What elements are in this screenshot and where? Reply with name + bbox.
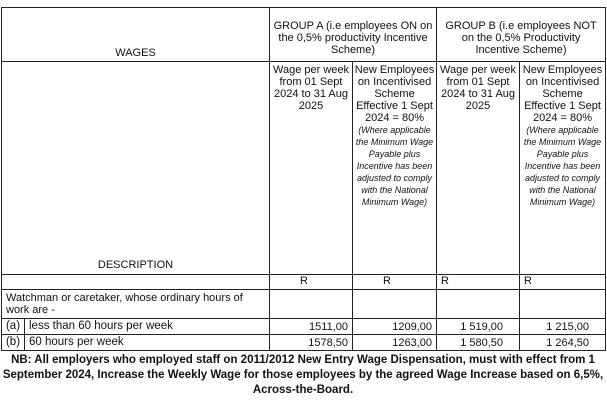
empty-cell — [270, 290, 353, 319]
description-header — [2, 62, 270, 275]
currency-row-blank — [2, 275, 270, 290]
group-a-header — [270, 8, 437, 62]
group-a-new-employees-heading: New Employees on Incentivised Scheme Effective 1 Sept 2024 = 80% — [354, 64, 435, 124]
empty-cell — [437, 290, 520, 319]
row-key: (b) — [2, 335, 25, 350]
description-label: DESCRIPTION — [97, 259, 174, 271]
currency-label: R — [353, 275, 437, 290]
row-label-cell — [2, 335, 270, 351]
row-label: 60 hours per week — [29, 336, 124, 348]
group-b-new-employees-column — [520, 62, 606, 275]
row-label: less than 60 hours per week — [29, 320, 173, 332]
wages-header — [2, 8, 270, 62]
wages-document — [1, 7, 605, 351]
group-b-wage-column — [437, 62, 520, 275]
nb-notice — [1, 353, 605, 398]
role-text: Watchman or caretaker, whose ordinary hours of work are - — [6, 292, 243, 316]
group-a-new-value: 1263,00 — [353, 335, 437, 351]
currency-label: R — [520, 275, 606, 290]
empty-cell — [353, 290, 437, 319]
table-row — [2, 335, 606, 351]
group-a-wage-column — [270, 62, 353, 275]
table-row — [2, 319, 606, 335]
group-b-wage-heading: Wage per week from 01 Sept 2024 to 31 Aug 2025 — [440, 64, 517, 112]
wages-label: WAGES — [115, 47, 156, 59]
role-description — [2, 290, 270, 319]
group-b-header — [437, 8, 606, 62]
group-b-wage-value: 1 519,00 — [437, 319, 520, 335]
nb-notice-text: NB: All employers who employed staff on 2011/2012 New Entry Wage Dispensation, must with effect from 1 September 2024, Increase the Weekly Wage for those employees by the agreed Wage Increase based on 6,5%, Across-the-Board. — [2, 354, 604, 396]
group-b-new-value: 1 264,50 — [520, 335, 606, 351]
row-label-cell — [2, 319, 270, 335]
group-a-new-employees-note: (Where applicable the Minimum Wage Payable plus Incentive has been adjusted to comply with the National Minimum Wage) — [355, 125, 434, 207]
group-b-new-employees-heading: New Employees on Incentivised Scheme Effective 1 Sept 2024 = 80% — [522, 64, 603, 124]
group-a-wage-value: 1511,00 — [270, 319, 353, 335]
row-key: (a) — [2, 319, 25, 334]
group-b-new-value: 1 215,00 — [520, 319, 606, 335]
group-b-new-employees-note: (Where applicable the Minimum Wage Payable plus Incentive has been adjusted to comply with the National Minimum Wage) — [523, 125, 602, 207]
group-a-wage-value: 1578,50 — [270, 335, 353, 351]
group-a-new-value: 1209,00 — [353, 319, 437, 335]
group-a-wage-heading: Wage per week from 01 Sept 2024 to 31 Aug 2025 — [272, 64, 350, 112]
currency-label: R — [270, 275, 353, 290]
group-a-new-employees-column — [353, 62, 437, 275]
group-b-title: GROUP B (i.e employees NOT on the 0,5% Productivity Incentive Scheme) — [445, 20, 597, 56]
empty-cell — [520, 290, 606, 319]
group-a-title: GROUP A (i.e employees ON on the 0,5% productivity Incentive Scheme) — [273, 20, 433, 56]
wages-table — [1, 7, 606, 351]
currency-label: R — [437, 275, 520, 290]
group-b-wage-value: 1 580,50 — [437, 335, 520, 351]
